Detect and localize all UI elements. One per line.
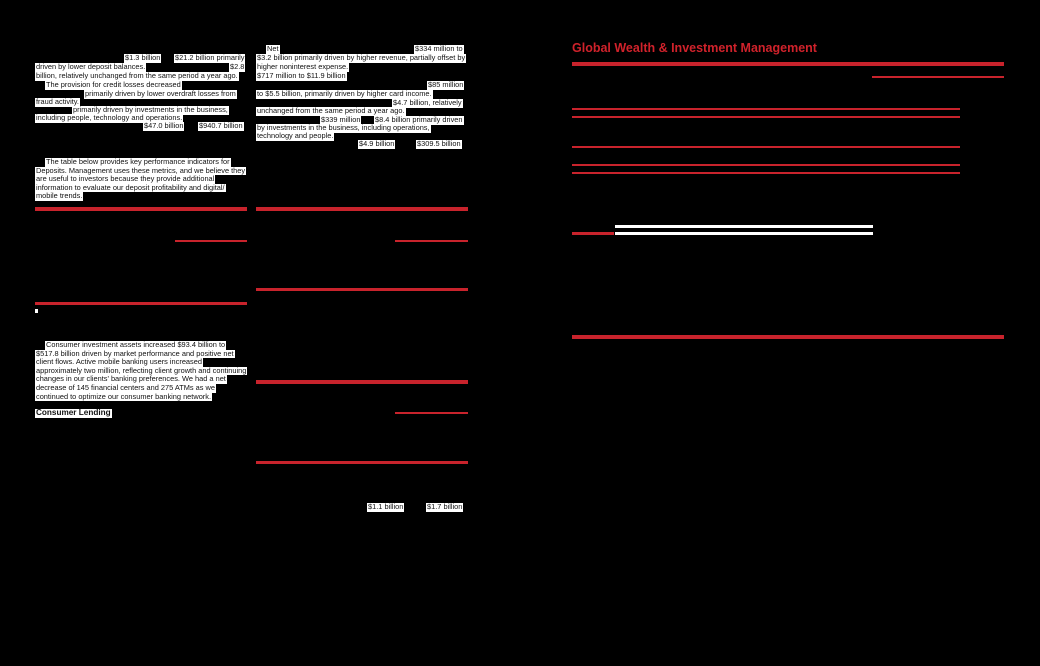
- gwim-header-col-rule: [872, 76, 1004, 78]
- gwim-row-rule-2: [572, 116, 960, 118]
- gwim-row-rule-1: [572, 108, 960, 110]
- cia-line-5: changes in our clients' banking preferences. We had a net: [36, 374, 226, 384]
- consumer-investment-paragraph: [35, 341, 247, 401]
- deposits-table-col-rule: [175, 240, 247, 242]
- deposits-footnote-marker: [35, 309, 38, 313]
- deposits-amount-2-8: $2.8: [230, 62, 245, 71]
- cia-line-6: decrease of 145 financial centers and 275 ATMs as we: [36, 382, 215, 392]
- cl-line11: technology and people.: [257, 131, 334, 140]
- cl-amount-1-1: $1.1 billion: [368, 502, 404, 511]
- deposits-kpi-paragraph: [35, 158, 247, 201]
- deposits-amount-1-3: $1.3 billion: [125, 53, 161, 62]
- kpi-line-4: information to evaluate our deposit profitability and digital/: [36, 182, 225, 192]
- cl-table1-bottom-rule: [256, 288, 468, 291]
- gwim-title: Global Wealth & Investment Management: [572, 41, 817, 55]
- kpi-line-5: mobile trends.: [36, 191, 83, 201]
- cl-table2-col-rule: [395, 412, 468, 414]
- consumer-lending-heading: Consumer Lending: [36, 408, 111, 417]
- cl-line10: by investments in the business, including operations,: [257, 123, 430, 132]
- deposits-p1-line3: billion, relatively unchanged from the same period a year ago.: [36, 71, 238, 80]
- deposits-p2-line3: fraud activity.: [36, 97, 79, 106]
- deposits-amount-940-7: $940.7 billion: [199, 121, 243, 130]
- cl-line4: $717 million to $11.9 billion: [257, 71, 346, 80]
- cl-amount-85: $85 million: [428, 80, 464, 89]
- cl-table2-top-rule: [256, 380, 468, 384]
- cl-amount-309-5: $309.5 billion: [417, 139, 461, 148]
- deposits-amount-21-2: $21.2 billion primarily: [175, 53, 245, 62]
- cl-amount-1-7: $1.7 billion: [427, 502, 463, 511]
- kpi-line-3: are useful to investors because they provide additional: [36, 174, 215, 184]
- deposits-table-bottom-rule: [35, 302, 247, 305]
- cl-line8: unchanged from the same period a year ago.: [257, 106, 405, 115]
- deposits-p2-line4: primarily driven by investments in the business,: [73, 105, 228, 114]
- deposits-amount-47-0: $47.0 billion: [144, 121, 184, 130]
- deposits-p2-line5: including people, technology and operations.: [36, 113, 183, 122]
- deposits-p1-line2: driven by lower deposit balances.: [36, 62, 146, 71]
- cl-amount-4-7: $4.7 billion, relatively: [393, 98, 462, 107]
- kpi-line-1: The table below provides key performance indicators for: [46, 157, 230, 166]
- deposits-p2-line2: primarily driven by lower overdraft losses from: [85, 89, 236, 98]
- cia-line-1: Consumer investment assets increased $93.4 billion to: [46, 340, 226, 349]
- cl-line6: to $5.5 billion, primarily driven by higher card income.: [257, 89, 432, 98]
- gwim-bottom-rule: [572, 335, 1004, 339]
- gwim-row-rule-4: [572, 164, 960, 166]
- cia-line-4: approximately two million, reflecting client growth and continuing: [36, 365, 247, 375]
- cl-table2-bottom-rule: [256, 461, 468, 464]
- deposits-table-top-rule: [35, 207, 247, 211]
- gwim-blank-bar-1: [615, 225, 873, 228]
- deposits-p2-line1: The provision for credit losses decreased: [46, 80, 181, 89]
- gwim-title-rule: [572, 62, 1004, 66]
- cl-amount-4-9: $4.9 billion: [359, 139, 395, 148]
- cia-line-7: continued to optimize our consumer banking network.: [36, 391, 212, 401]
- cl-table1-col-rule: [395, 240, 468, 242]
- gwim-red-marker: [572, 232, 614, 235]
- kpi-line-2: Deposits. Management uses these metrics, and we believe they: [36, 165, 246, 175]
- cl-line2: $3.2 billion primarily driven by higher revenue, partially offset by: [257, 53, 466, 62]
- cia-line-2: $517.8 billion driven by market performance and positive net: [36, 348, 234, 358]
- cl-amount-8-4: $8.4 billion primarily driven: [375, 115, 463, 124]
- cl-net-amount: $334 million to: [415, 44, 463, 53]
- cl-amount-339: $339 million: [321, 115, 361, 124]
- cl-net-word: Net: [267, 44, 279, 53]
- cl-line3: higher noninterest expense.: [257, 62, 349, 71]
- cia-line-3: client flows. Active mobile banking users increased: [36, 357, 202, 367]
- gwim-row-rule-3: [572, 146, 960, 148]
- cl-table1-top-rule: [256, 207, 468, 211]
- gwim-blank-bar-2: [615, 232, 873, 235]
- gwim-row-rule-5: [572, 172, 960, 174]
